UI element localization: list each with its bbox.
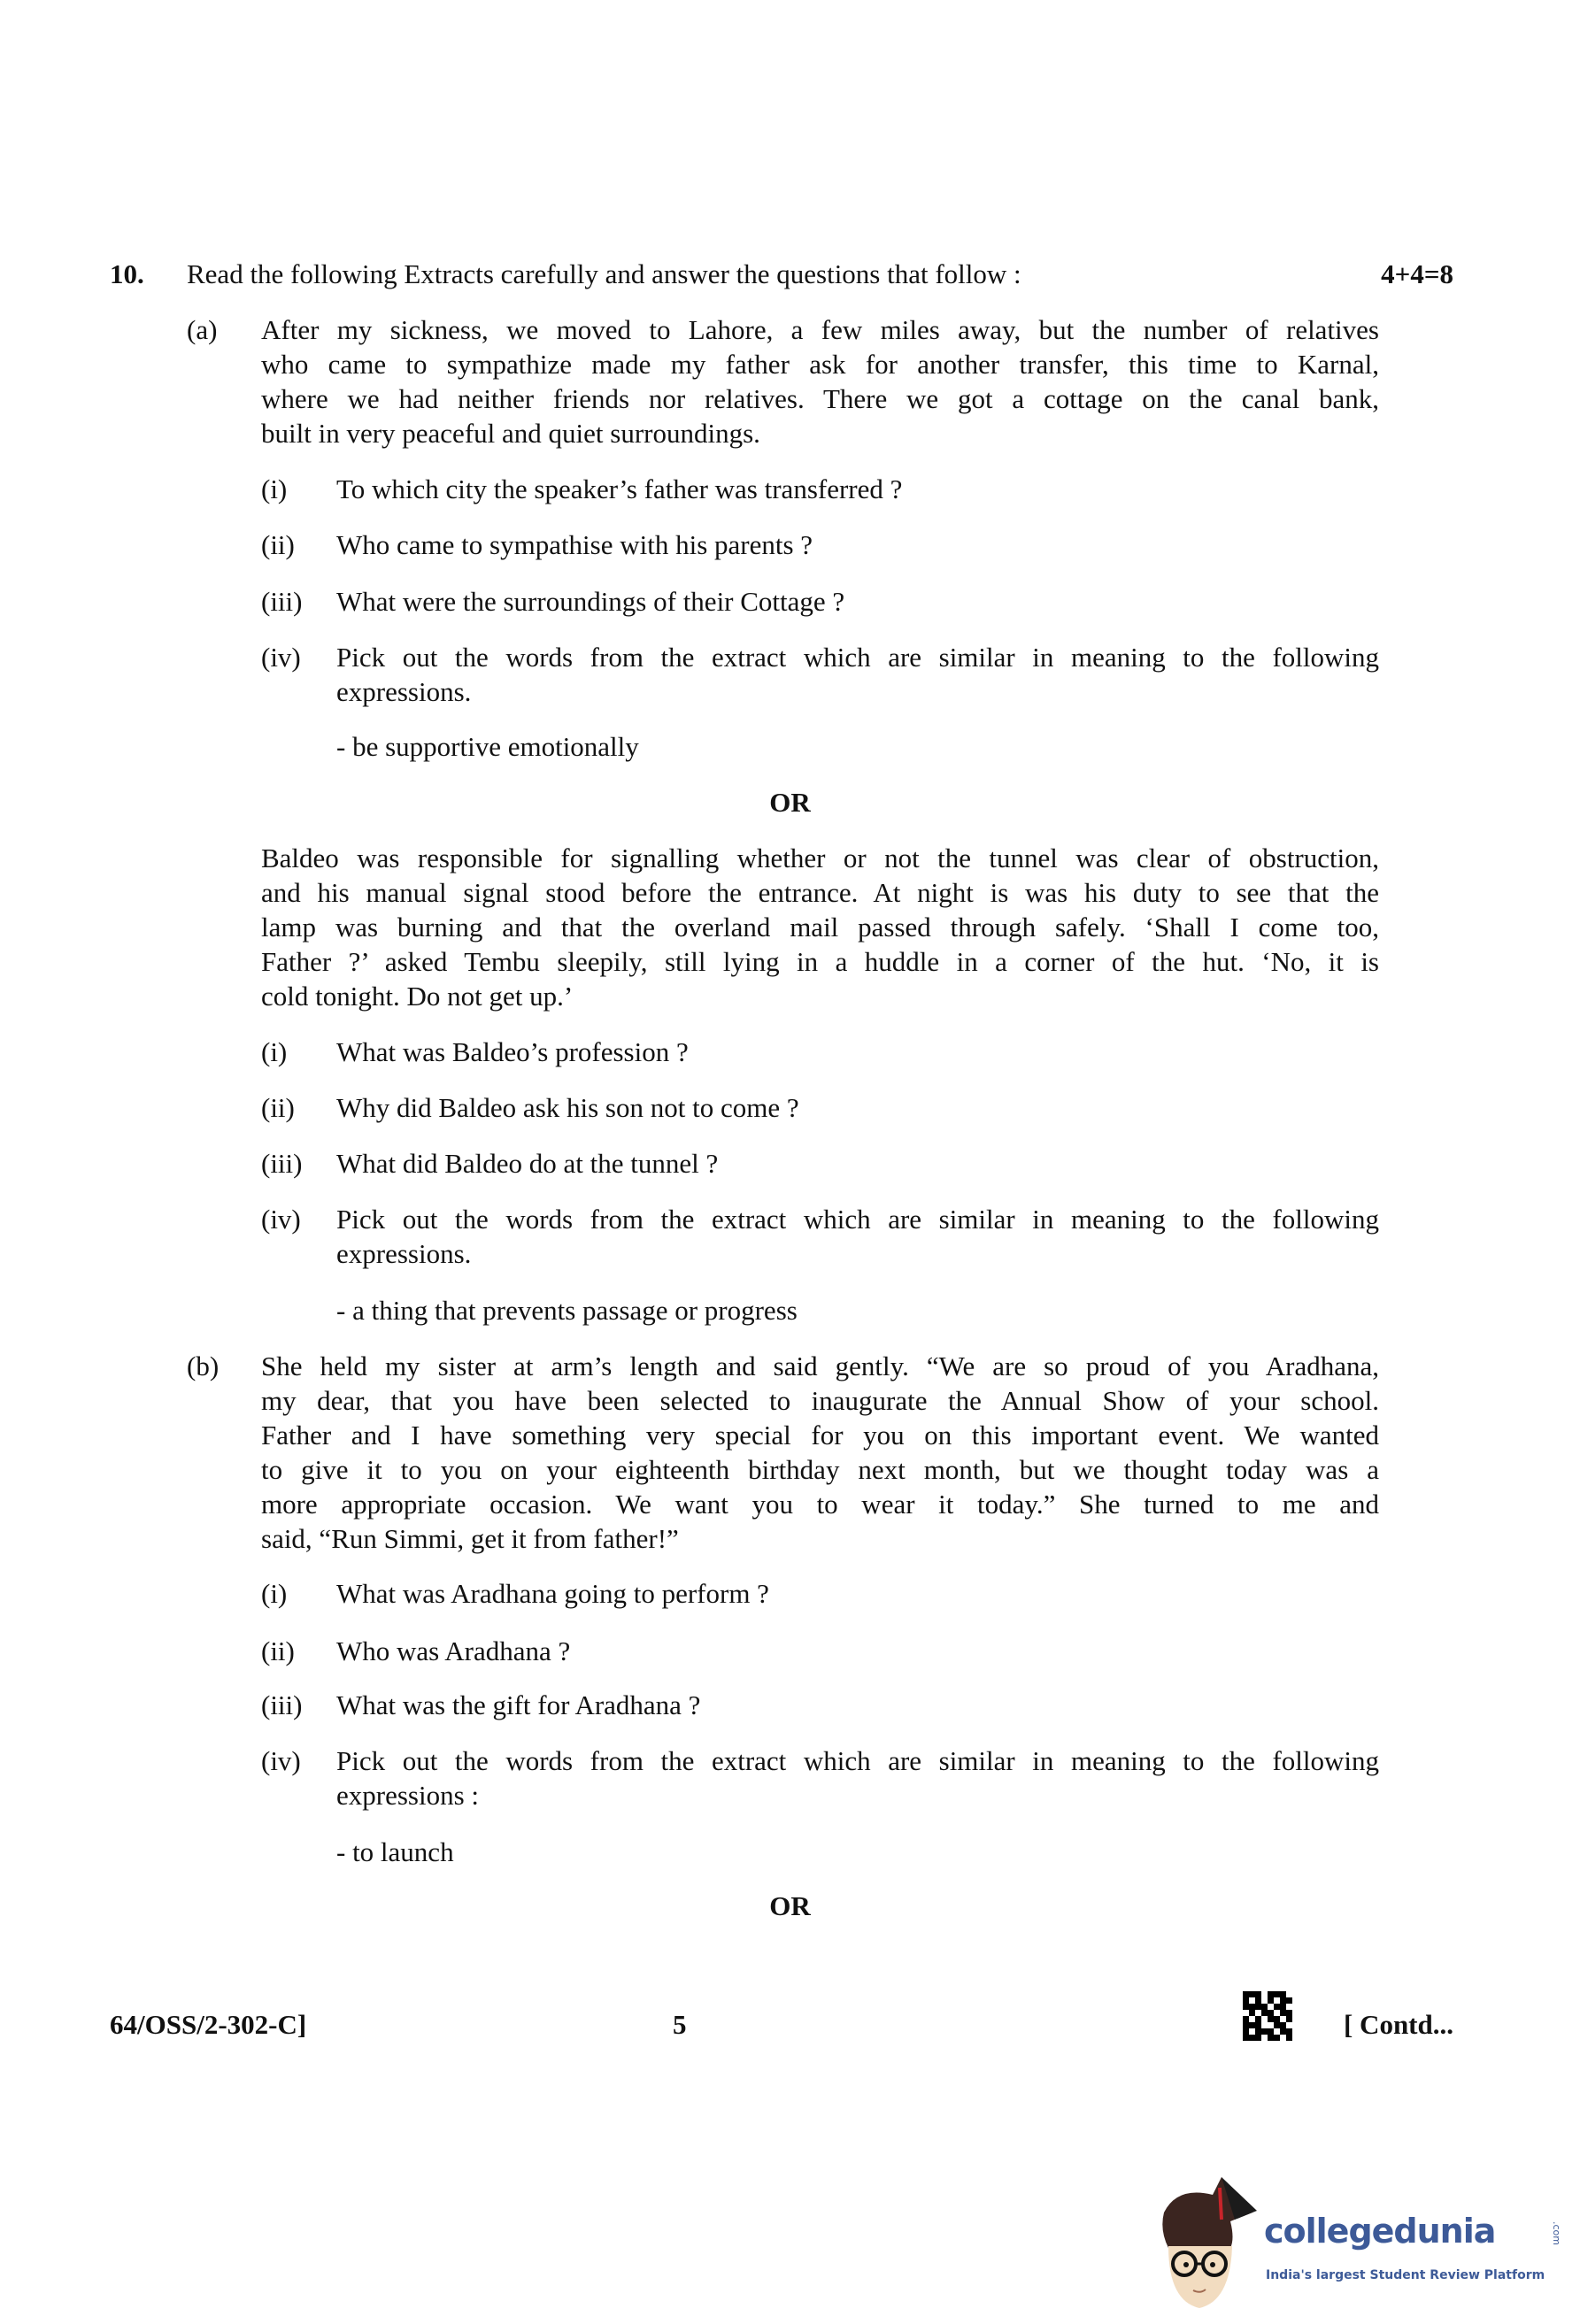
passage-line: who came to sympathize made my father ask for another transfer, this time to Karnal, xyxy=(261,349,1379,380)
collegedunia-logo xyxy=(1151,2177,1576,2310)
or-divider: OR xyxy=(769,787,811,818)
subq-num: (iv) xyxy=(261,642,301,673)
subq-num: (i) xyxy=(261,1578,288,1609)
passage-line: cold tonight. Do not get up.’ xyxy=(261,981,574,1012)
subq-text: What was Aradhana going to perform ? xyxy=(336,1578,769,1609)
subq-text: What did Baldeo do at the tunnel ? xyxy=(336,1148,719,1179)
subq-text: Pick out the words from the extract which are similar in meaning to the following xyxy=(336,1745,1379,1776)
expression: - a thing that prevents passage or progress xyxy=(336,1295,798,1326)
passage-b xyxy=(261,1349,1379,1556)
part-b-label: (b) xyxy=(187,1351,220,1381)
passage-line: She held my sister at arm’s length and said gently. “We are so proud of you Aradhana, xyxy=(261,1351,1379,1381)
passage-line: said, “Run Simmi, get it from father!” xyxy=(261,1523,679,1554)
subq-text: What was Baldeo’s profession ? xyxy=(336,1036,689,1067)
mascot-icon xyxy=(1151,2177,1266,2310)
question-marks: 4+4=8 xyxy=(1381,258,1453,289)
subq-text: Why did Baldeo ask his son not to come ? xyxy=(336,1092,799,1123)
brand-tagline: India's largest Student Review Platform xyxy=(1266,2268,1545,2282)
passage-line: more appropriate occasion. We want you to wear it today.” She turned to me and xyxy=(261,1489,1379,1520)
subq-text: Who came to sympathise with his parents ? xyxy=(336,529,813,560)
page-number: 5 xyxy=(673,2009,687,2040)
qr-code-icon xyxy=(1243,1991,1292,2041)
subq-num: (ii) xyxy=(261,1635,295,1666)
continued-label: [ Contd... xyxy=(1343,2009,1453,2040)
subq-num: (iii) xyxy=(261,586,303,617)
brand-name: collegedunia xyxy=(1264,2212,1496,2251)
paper-code: 64/OSS/2-302-C] xyxy=(110,2009,307,2040)
subq-text: expressions. xyxy=(336,1238,472,1269)
subq-text: Who was Aradhana ? xyxy=(336,1635,571,1666)
subq-num: (i) xyxy=(261,473,288,504)
passage-line: where we had neither friends nor relatives. There we got a cottage on the canal bank, xyxy=(261,383,1379,414)
passage-line: built in very peaceful and quiet surroundings. xyxy=(261,418,760,449)
subq-text: What was the gift for Aradhana ? xyxy=(336,1689,701,1720)
subq-num: (iii) xyxy=(261,1689,303,1720)
subq-num: (iii) xyxy=(261,1148,303,1179)
passage-a1 xyxy=(261,312,1379,450)
brand-domain: .com xyxy=(1551,2221,1562,2245)
subq-text: What were the surroundings of their Cottage ? xyxy=(336,586,845,617)
or-divider: OR xyxy=(769,1890,811,1921)
subq-num: (iv) xyxy=(261,1204,301,1235)
passage-line: Baldeo was responsible for signalling whether or not the tunnel was clear of obstruction, xyxy=(261,843,1379,873)
passage-line: to give it to you on your eighteenth birthday next month, but we thought today was a xyxy=(261,1454,1379,1485)
subq-num: (i) xyxy=(261,1036,288,1067)
passage-line: Father ?’ asked Tembu sleepily, still lying in a huddle in a corner of the hut. ‘No, it is xyxy=(261,946,1379,977)
subq-text: Pick out the words from the extract which are similar in meaning to the following xyxy=(336,1204,1379,1235)
subq-num: (iv) xyxy=(261,1745,301,1776)
subq-num: (ii) xyxy=(261,1092,295,1123)
part-a-label: (a) xyxy=(187,314,218,345)
passage-line: Father and I have something very special for you on this important event. We wanted xyxy=(261,1420,1379,1451)
expression: - to launch xyxy=(336,1836,454,1867)
passage-a2 xyxy=(261,841,1379,1013)
passage-line: my dear, that you have been selected to inaugurate the Annual Show of your school. xyxy=(261,1385,1379,1416)
subq-text: expressions : xyxy=(336,1780,480,1811)
subq-text: Pick out the words from the extract which are similar in meaning to the following xyxy=(336,642,1379,673)
subq-text: To which city the speaker’s father was transferred ? xyxy=(336,473,903,504)
subq-num: (ii) xyxy=(261,529,295,560)
question-instruction: Read the following Extracts carefully and answer the questions that follow : xyxy=(187,258,1021,289)
question-number: 10. xyxy=(110,258,144,289)
subq-text: expressions. xyxy=(336,676,472,707)
passage-line: lamp was burning and that the overland mail passed through safely. ‘Shall I come too, xyxy=(261,912,1379,943)
passage-line: and his manual signal stood before the entrance. At night is was his duty to see that the xyxy=(261,877,1379,908)
expression: - be supportive emotionally xyxy=(336,731,639,762)
passage-line: After my sickness, we moved to Lahore, a few miles away, but the number of relatives xyxy=(261,314,1379,345)
